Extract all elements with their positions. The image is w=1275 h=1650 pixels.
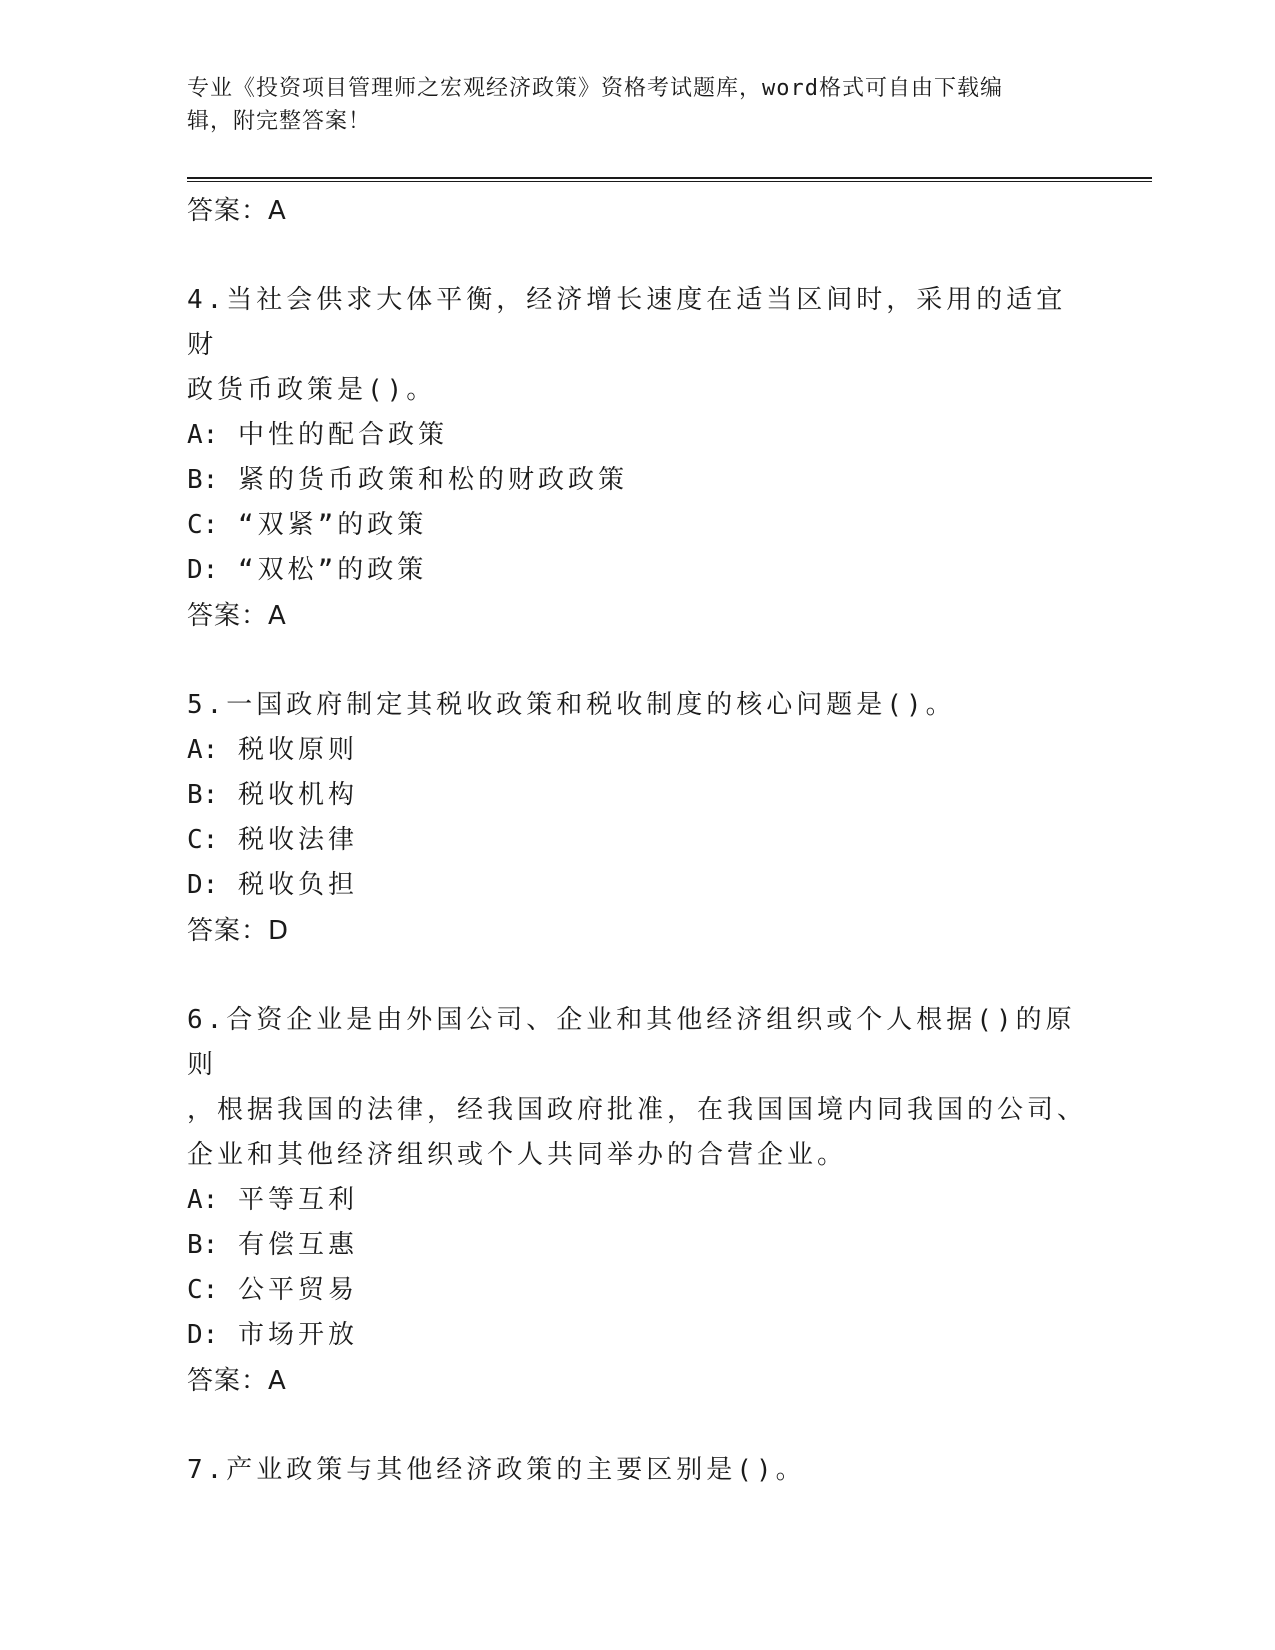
- option-letter: B:: [187, 780, 219, 810]
- question-4-option-b: [187, 458, 1087, 503]
- option-letter: C:: [187, 1275, 219, 1305]
- option-letter: B:: [187, 465, 219, 495]
- option-text: 税收法律: [237, 825, 358, 855]
- question-4-answer: 答案：A: [187, 601, 287, 631]
- question-4-option-d: [187, 548, 1087, 593]
- header-divider: [187, 177, 1152, 182]
- option-text: 中性的配合政策: [237, 420, 448, 450]
- option-letter: C:: [187, 825, 219, 855]
- question-6-stem-line-1: 6.合资企业是由外国公司、企业和其他经济组织或个人根据()的原则: [187, 1005, 1076, 1080]
- question-4-stem-line-1: 4.当社会供求大体平衡，经济增长速度在适当区间时，采用的适宜财: [187, 285, 1067, 360]
- question-4-stem-line-2: 政货币政策是()。: [187, 375, 437, 405]
- option-text: 公平贸易: [237, 1275, 358, 1305]
- option-text: 税收原则: [237, 735, 358, 765]
- option-text: 税收机构: [237, 780, 358, 810]
- option-letter: D:: [187, 1320, 219, 1350]
- question-5-option-c: [187, 818, 1087, 863]
- question-list: [187, 188, 1087, 1493]
- question-7-stem-line-1: 7.产业政策与其他经济政策的主要区别是()。: [187, 1455, 806, 1485]
- option-text: “双紧”的政策: [237, 510, 428, 540]
- option-letter: A:: [187, 420, 219, 450]
- option-letter: D:: [187, 870, 219, 900]
- document-header: [187, 72, 1067, 138]
- question-5-stem-line-1: 5.一国政府制定其税收政策和税收制度的核心问题是()。: [187, 690, 956, 720]
- option-text: “双松”的政策: [237, 555, 428, 585]
- question-6-option-d: [187, 1313, 1087, 1358]
- option-text: 有偿互惠: [237, 1230, 358, 1260]
- question-6-option-c: [187, 1268, 1087, 1313]
- header-line-2: 辑，附完整答案！: [187, 109, 372, 134]
- option-text: 紧的货币政策和松的财政政策: [237, 465, 628, 495]
- question-5-option-d: [187, 863, 1087, 908]
- question-5-option-a: [187, 728, 1087, 773]
- question-5: [187, 683, 1087, 954]
- option-text: 市场开放: [237, 1320, 358, 1350]
- option-letter: A:: [187, 735, 219, 765]
- option-text: 税收负担: [237, 870, 358, 900]
- option-letter: A:: [187, 1185, 219, 1215]
- question-4-option-c: [187, 503, 1087, 548]
- question-4: [187, 278, 1087, 639]
- question-6-stem-line-3: 企业和其他经济组织或个人共同举办的合营企业。: [187, 1140, 848, 1170]
- question-6-answer: 答案：A: [187, 1366, 287, 1396]
- option-letter: D:: [187, 555, 219, 585]
- question-7: [187, 1448, 1087, 1493]
- question-6-option-a: [187, 1178, 1087, 1223]
- question-4-option-a: [187, 413, 1087, 458]
- question-6-stem-line-2: ，根据我国的法律，经我国政府批准，在我国国境内同我国的公司、: [187, 1095, 1088, 1125]
- option-text: 平等互利: [237, 1185, 358, 1215]
- question-5-answer: 答案：D: [187, 916, 290, 946]
- option-letter: C:: [187, 510, 219, 540]
- answer-prev: 答案：A: [187, 196, 287, 226]
- question-6-option-b: [187, 1223, 1087, 1268]
- option-letter: B:: [187, 1230, 219, 1260]
- question-6: [187, 998, 1087, 1404]
- header-line-1: 专业《投资项目管理师之宏观经济政策》资格考试题库，word格式可自由下载编: [187, 76, 1003, 101]
- question-5-option-b: [187, 773, 1087, 818]
